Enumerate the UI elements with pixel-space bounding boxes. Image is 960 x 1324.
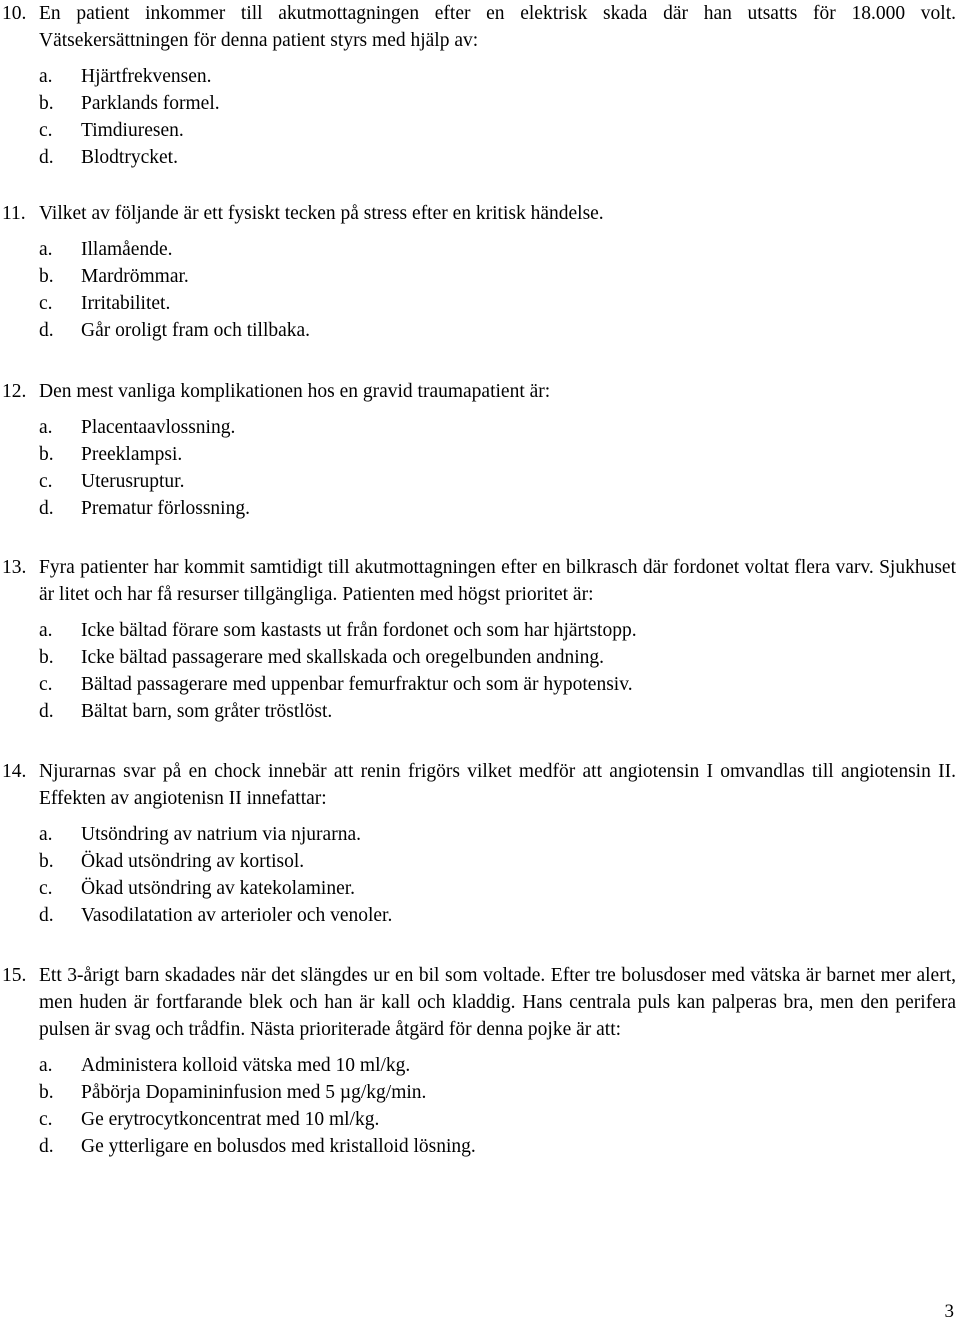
option-letter: d. xyxy=(39,701,54,722)
question-number: 11. xyxy=(2,203,26,224)
option-text: Parklands formel. xyxy=(81,93,220,114)
option-text: Ge ytterligare en bolusdos med kristalloid lösning. xyxy=(81,1136,476,1157)
option-text: Timdiuresen. xyxy=(81,120,184,141)
option-d xyxy=(0,1133,960,1160)
option-c xyxy=(0,117,960,144)
question-12 xyxy=(0,378,960,522)
option-text: Illamående. xyxy=(81,239,173,260)
option-d xyxy=(0,317,960,344)
question-number: 12. xyxy=(2,381,27,402)
option-list xyxy=(0,1052,960,1160)
option-text: Ökad utsöndring av kortisol. xyxy=(81,851,305,872)
option-text: Vasodilatation av arterioler och venoler. xyxy=(81,905,393,926)
option-letter: a. xyxy=(39,620,53,641)
option-b xyxy=(0,263,960,290)
option-b xyxy=(0,644,960,671)
option-text: Blodtrycket. xyxy=(81,147,178,168)
question-text: Vilket av följande är ett fysiskt tecken på stress efter en kritisk händelse. xyxy=(39,203,604,224)
option-text: Hjärtfrekvensen. xyxy=(81,66,212,87)
question-text: En patient inkommer till akutmottagningen efter en elektrisk skada där han utsatts för 18.000 volt. Vätsekersättningen för denna patient styrs med hjälp av: xyxy=(39,3,956,51)
option-letter: c. xyxy=(39,293,53,314)
option-text: Prematur förlossning. xyxy=(81,498,250,519)
option-d xyxy=(0,698,960,725)
question-stem xyxy=(0,378,960,405)
option-letter: a. xyxy=(39,1055,53,1076)
option-letter: b. xyxy=(39,93,54,114)
option-letter: a. xyxy=(39,417,53,438)
option-b xyxy=(0,1079,960,1106)
option-text: Påbörja Dopamininfusion med 5 µg/kg/min. xyxy=(81,1082,427,1103)
option-letter: a. xyxy=(39,239,53,260)
option-b xyxy=(0,441,960,468)
option-d xyxy=(0,144,960,171)
option-letter: b. xyxy=(39,266,54,287)
option-letter: d. xyxy=(39,320,54,341)
question-text: Njurarnas svar på en chock innebär att renin frigörs vilket medför att angiotensin I omvandlas till angiotensin II. Effekten av angiotenisn II innefattar: xyxy=(39,761,956,809)
option-b xyxy=(0,848,960,875)
option-d xyxy=(0,495,960,522)
option-letter: a. xyxy=(39,824,53,845)
question-number: 15. xyxy=(2,965,27,986)
option-text: Preeklampsi. xyxy=(81,444,183,465)
option-c xyxy=(0,290,960,317)
option-text: Uterusruptur. xyxy=(81,471,185,492)
option-letter: d. xyxy=(39,147,54,168)
question-stem xyxy=(0,962,960,1043)
option-text: Ökad utsöndring av katekolaminer. xyxy=(81,878,356,899)
option-text: Icke bältad förare som kastasts ut från fordonet och som har hjärtstopp. xyxy=(81,620,637,641)
option-letter: a. xyxy=(39,66,53,87)
option-text: Placentaavlossning. xyxy=(81,417,236,438)
question-stem xyxy=(0,554,960,608)
option-letter: c. xyxy=(39,471,53,492)
question-13 xyxy=(0,554,960,725)
option-letter: b. xyxy=(39,1082,54,1103)
question-number: 14. xyxy=(2,761,27,782)
question-15 xyxy=(0,962,960,1160)
question-11 xyxy=(0,200,960,344)
option-list xyxy=(0,236,960,344)
option-text: Mardrömmar. xyxy=(81,266,189,287)
option-c xyxy=(0,468,960,495)
option-text: Icke bältad passagerare med skallskada och oregelbunden andning. xyxy=(81,647,605,668)
option-letter: b. xyxy=(39,444,54,465)
option-letter: b. xyxy=(39,647,54,668)
question-text: Fyra patienter har kommit samtidigt till akutmottagningen efter en bilkrasch där fordonet voltat flera varv. Sjukhuset är litet och har få resurser tillgängliga. Patienten med högst prioritet är: xyxy=(39,557,956,605)
question-stem xyxy=(0,758,960,812)
option-letter: d. xyxy=(39,905,54,926)
question-14 xyxy=(0,758,960,929)
option-a xyxy=(0,63,960,90)
option-letter: c. xyxy=(39,674,53,695)
option-letter: c. xyxy=(39,878,53,899)
option-a xyxy=(0,617,960,644)
option-list xyxy=(0,617,960,725)
option-letter: d. xyxy=(39,1136,54,1157)
question-stem xyxy=(0,200,960,227)
option-text: Utsöndring av natrium via njurarna. xyxy=(81,824,361,845)
option-a xyxy=(0,821,960,848)
option-letter: d. xyxy=(39,498,54,519)
option-letter: b. xyxy=(39,851,54,872)
option-c xyxy=(0,1106,960,1133)
option-a xyxy=(0,1052,960,1079)
option-text: Bältat barn, som gråter tröstlöst. xyxy=(81,701,333,722)
question-text: Ett 3-årigt barn skadades när det slängdes ur en bil som voltade. Efter tre bolusdoser med vätska är barnet mer alert, men huden är fortfarande blek och han är kall och kladdig. Hans centrala puls kan palperas bra, men den perifera pulsen är svag och trådfin. Nästa prioriterade åtgärd för denna pojke är att: xyxy=(39,965,956,1040)
option-c xyxy=(0,671,960,698)
question-10 xyxy=(0,0,960,171)
option-list xyxy=(0,63,960,171)
page-number: 3 xyxy=(944,1301,954,1322)
option-b xyxy=(0,90,960,117)
option-a xyxy=(0,414,960,441)
option-text: Ge erytrocytkoncentrat med 10 ml/kg. xyxy=(81,1109,380,1130)
option-a xyxy=(0,236,960,263)
option-letter: c. xyxy=(39,120,53,141)
option-text: Bältad passagerare med uppenbar femurfraktur och som är hypotensiv. xyxy=(81,674,633,695)
question-number: 13. xyxy=(2,557,27,578)
question-stem xyxy=(0,0,960,54)
question-text: Den mest vanliga komplikationen hos en gravid traumapatient är: xyxy=(39,381,551,402)
option-list xyxy=(0,414,960,522)
option-text: Går oroligt fram och tillbaka. xyxy=(81,320,311,341)
option-d xyxy=(0,902,960,929)
option-c xyxy=(0,875,960,902)
option-text: Administera kolloid vätska med 10 ml/kg. xyxy=(81,1055,411,1076)
option-letter: c. xyxy=(39,1109,53,1130)
question-number: 10. xyxy=(2,3,27,24)
option-list xyxy=(0,821,960,929)
option-text: Irritabilitet. xyxy=(81,293,171,314)
